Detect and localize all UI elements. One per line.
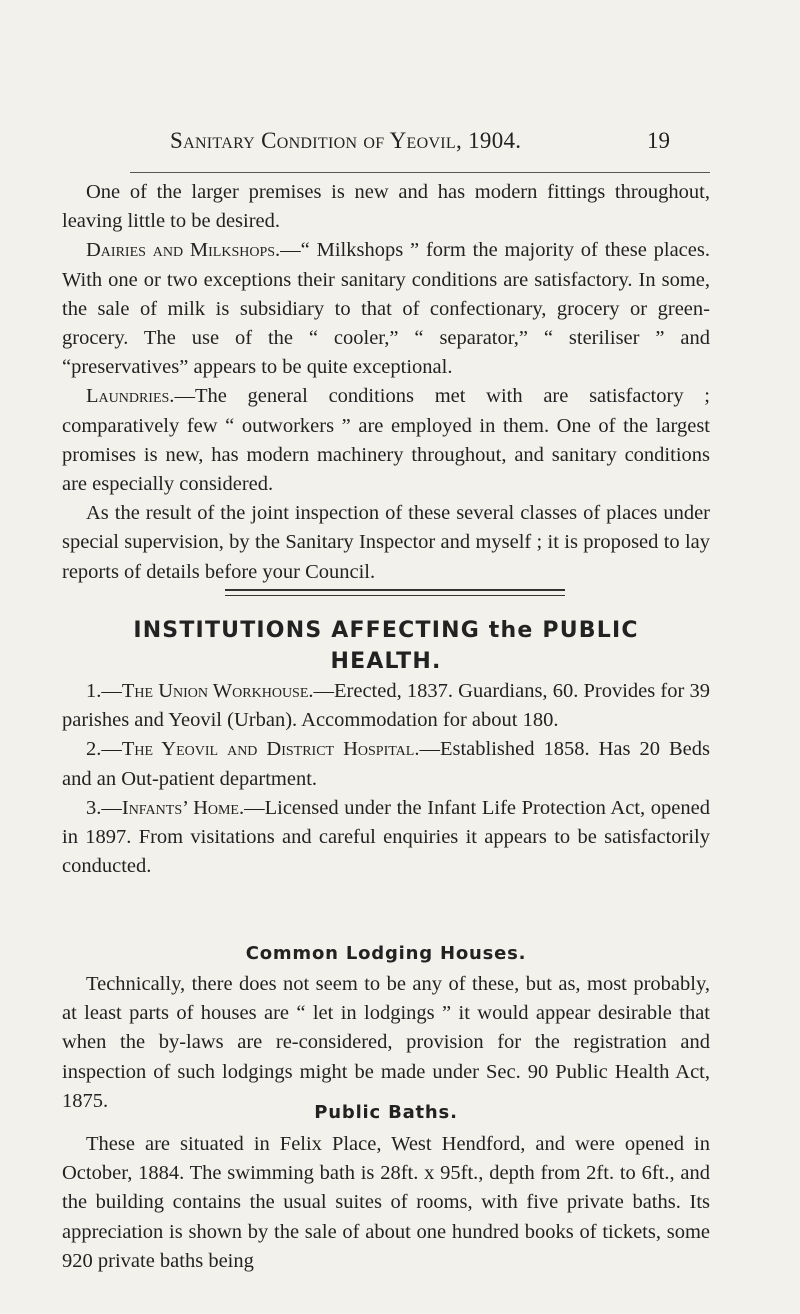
institutions-heading-line1: INSTITUTIONS AFFECTING the PUBLIC <box>133 618 639 643</box>
institution-item-workhouse <box>62 677 710 735</box>
header-rule <box>130 172 710 173</box>
paragraph-premises: One of the larger premises is new and has modern fittings throughout, leaving little to be desired. <box>62 181 710 233</box>
paragraph-dairies <box>62 236 710 382</box>
public-baths-heading: Public Baths. <box>314 1102 458 1123</box>
running-title: Sanitary Condition of Yeovil, 1904. <box>170 128 522 153</box>
item-number: 2. <box>86 738 102 761</box>
paragraph-joint-inspection: As the result of the joint inspection of these several classes of places under special supervision, by the Sanitary Inspector and myself ; it is proposed to lay reports of details before your Council. <box>62 502 710 583</box>
item-body: —Licensed under the Infant Life Protection Act, opened in 1897. From visitations and careful enquiries it appears to be satisfactorily conducted. <box>62 796 710 878</box>
laundries-body: —The general conditions met with are satisfactory ; comparatively few “ outworkers ” are employed in them. One of the largest promises is new, has modern machinery throughout, and sanitary conditions are especially considered. <box>62 385 710 496</box>
item-heading: —The Yeovil and District Hospital. <box>101 738 420 761</box>
laundries-heading: Laundries. <box>86 385 175 408</box>
dairies-body: —“ Milkshops ” form the majority of these places. With one or two exceptions their sanitary conditions are satisfactory. In some, the sale of milk is subsidiary to that of confectionary, grocery or green-grocery. The use of the “ cooler,” “ separator,” “ steriliser ” and “preservatives” appears to be quite exceptional. <box>62 239 710 379</box>
item-body: —Established 1858. Has 20 Beds and an Out-patient department. <box>62 738 710 790</box>
paragraph-lodging: Technically, there does not seem to be any of these, but as, most probably, at least parts of houses are “ let in lodgings ” it would appear desirable that when the by-laws are re-considered, provision for the registration and inspection of such lodgings might be made under Sec. 90 Public Health Act, 1875. <box>62 973 710 1112</box>
page-number: 19 <box>647 128 670 153</box>
institutions-heading <box>62 615 710 677</box>
section-baths <box>62 1130 710 1276</box>
item-heading: —The Union Workhouse. <box>101 680 314 702</box>
section-lodging <box>62 970 710 1116</box>
institutions-list <box>62 677 710 881</box>
paragraph-baths: These are situated in Felix Place, West Hendford, and were opened in October, 1884. The swimming bath is 28ft. x 95ft., depth from 2ft. to 6ft., and the building contains the usual suites of rooms, with five private baths. Its appreciation is shown by the sale of about one hundred books of tickets, some 920 private baths being <box>62 1133 710 1272</box>
section-premises <box>62 178 710 587</box>
item-heading: —Infants’ Home. <box>101 796 245 819</box>
section-divider <box>225 589 565 596</box>
institutions-heading-line2: HEALTH. <box>330 649 442 674</box>
institution-item-infants-home <box>62 794 710 882</box>
running-header <box>130 128 670 164</box>
institution-item-hospital <box>62 735 710 793</box>
item-body: —Erected, 1837. Guardians, 60. Provides for 39 parishes and Yeovil (Urban). Accommodation for about 180. <box>62 680 710 732</box>
dairies-heading: Dairies and Milkshops. <box>86 239 281 262</box>
item-number: 1. <box>86 680 102 702</box>
item-number: 3. <box>86 796 102 819</box>
lodging-houses-heading: Common Lodging Houses. <box>245 943 527 964</box>
paragraph-laundries <box>62 382 710 499</box>
